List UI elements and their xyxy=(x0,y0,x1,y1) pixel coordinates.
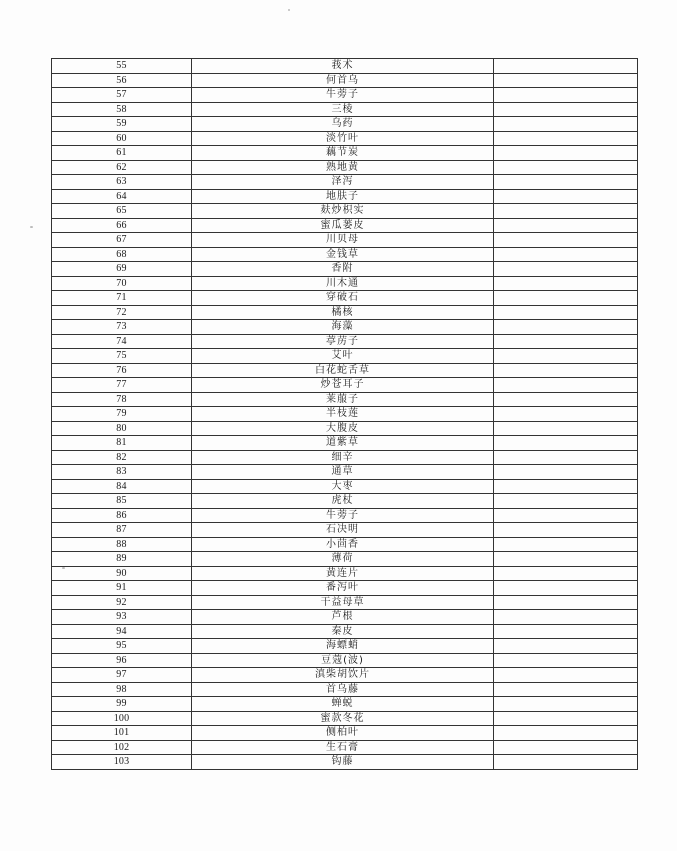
herb-name-cell: 乌药 xyxy=(192,117,494,132)
table-row xyxy=(52,740,638,755)
row-number-cell: 75 xyxy=(52,349,192,364)
table-row xyxy=(52,711,638,726)
remark-cell xyxy=(494,102,638,117)
remark-cell xyxy=(494,204,638,219)
remark-cell xyxy=(494,160,638,175)
table-row xyxy=(52,755,638,770)
row-number-cell: 77 xyxy=(52,378,192,393)
remark-cell xyxy=(494,479,638,494)
remark-cell xyxy=(494,392,638,407)
table-row xyxy=(52,595,638,610)
table-row xyxy=(52,291,638,306)
table-row xyxy=(52,131,638,146)
row-number-cell: 57 xyxy=(52,88,192,103)
remark-cell xyxy=(494,276,638,291)
remark-cell xyxy=(494,610,638,625)
remark-cell xyxy=(494,566,638,581)
herb-list-body xyxy=(52,59,638,770)
herb-name-cell: 薄荷 xyxy=(192,552,494,567)
herb-name-cell: 牛蒡子 xyxy=(192,508,494,523)
herb-name-cell: 藕节炭 xyxy=(192,146,494,161)
table-row xyxy=(52,668,638,683)
row-number-cell: 98 xyxy=(52,682,192,697)
table-row xyxy=(52,88,638,103)
herb-name-cell: 何首乌 xyxy=(192,73,494,88)
row-number-cell: 68 xyxy=(52,247,192,262)
table-row xyxy=(52,610,638,625)
row-number-cell: 99 xyxy=(52,697,192,712)
row-number-cell: 92 xyxy=(52,595,192,610)
remark-cell xyxy=(494,291,638,306)
herb-name-cell: 海螵蛸 xyxy=(192,639,494,654)
herb-name-cell: 艾叶 xyxy=(192,349,494,364)
table-row xyxy=(52,247,638,262)
row-number-cell: 102 xyxy=(52,740,192,755)
table-row xyxy=(52,334,638,349)
scan-speck xyxy=(288,9,290,11)
herb-name-cell: 黄连片 xyxy=(192,566,494,581)
row-number-cell: 89 xyxy=(52,552,192,567)
row-number-cell: 95 xyxy=(52,639,192,654)
remark-cell xyxy=(494,682,638,697)
remark-cell xyxy=(494,465,638,480)
table-row xyxy=(52,378,638,393)
remark-cell xyxy=(494,755,638,770)
row-number-cell: 66 xyxy=(52,218,192,233)
herb-name-cell: 生石膏 xyxy=(192,740,494,755)
herb-name-cell: 蜜瓜蒌皮 xyxy=(192,218,494,233)
herb-name-cell: 金钱草 xyxy=(192,247,494,262)
herb-name-cell: 莪术 xyxy=(192,59,494,74)
row-number-cell: 79 xyxy=(52,407,192,422)
remark-cell xyxy=(494,189,638,204)
table-row xyxy=(52,624,638,639)
remark-cell xyxy=(494,711,638,726)
row-number-cell: 73 xyxy=(52,320,192,335)
table-row xyxy=(52,363,638,378)
herb-name-cell: 川贝母 xyxy=(192,233,494,248)
remark-cell xyxy=(494,508,638,523)
row-number-cell: 101 xyxy=(52,726,192,741)
herb-name-cell: 侧柏叶 xyxy=(192,726,494,741)
remark-cell xyxy=(494,436,638,451)
remark-cell xyxy=(494,740,638,755)
herb-name-cell: 干益母草 xyxy=(192,595,494,610)
row-number-cell: 87 xyxy=(52,523,192,538)
remark-cell xyxy=(494,407,638,422)
row-number-cell: 103 xyxy=(52,755,192,770)
remark-cell xyxy=(494,334,638,349)
table-row xyxy=(52,349,638,364)
herb-name-cell: 小茴香 xyxy=(192,537,494,552)
herb-name-cell: 蝉蜕 xyxy=(192,697,494,712)
herb-name-cell: 葶苈子 xyxy=(192,334,494,349)
row-number-cell: 91 xyxy=(52,581,192,596)
remark-cell xyxy=(494,726,638,741)
remark-cell xyxy=(494,218,638,233)
herb-name-cell: 地肤子 xyxy=(192,189,494,204)
herb-name-cell: 石决明 xyxy=(192,523,494,538)
table-row xyxy=(52,566,638,581)
table-row xyxy=(52,392,638,407)
table-row xyxy=(52,581,638,596)
table-row xyxy=(52,494,638,509)
row-number-cell: 61 xyxy=(52,146,192,161)
remark-cell xyxy=(494,523,638,538)
remark-cell xyxy=(494,117,638,132)
table-row xyxy=(52,102,638,117)
remark-cell xyxy=(494,363,638,378)
table-row xyxy=(52,552,638,567)
table-row xyxy=(52,276,638,291)
table-row xyxy=(52,146,638,161)
table-row xyxy=(52,73,638,88)
remark-cell xyxy=(494,59,638,74)
table-row xyxy=(52,508,638,523)
remark-cell xyxy=(494,175,638,190)
remark-cell xyxy=(494,131,638,146)
herb-name-cell: 牛蒡子 xyxy=(192,88,494,103)
row-number-cell: 81 xyxy=(52,436,192,451)
table-row xyxy=(52,450,638,465)
herb-name-cell: 穿破石 xyxy=(192,291,494,306)
table-row xyxy=(52,262,638,277)
table-row xyxy=(52,436,638,451)
table-row xyxy=(52,726,638,741)
herb-name-cell: 芦根 xyxy=(192,610,494,625)
remark-cell xyxy=(494,595,638,610)
remark-cell xyxy=(494,233,638,248)
herb-name-cell: 泽泻 xyxy=(192,175,494,190)
herb-name-cell: 番泻叶 xyxy=(192,581,494,596)
table-row xyxy=(52,175,638,190)
row-number-cell: 96 xyxy=(52,653,192,668)
remark-cell xyxy=(494,262,638,277)
remark-cell xyxy=(494,494,638,509)
remark-cell xyxy=(494,88,638,103)
herb-name-cell: 炒苍耳子 xyxy=(192,378,494,393)
remark-cell xyxy=(494,349,638,364)
herb-name-cell: 虎杖 xyxy=(192,494,494,509)
herb-name-cell: 道紫草 xyxy=(192,436,494,451)
row-number-cell: 83 xyxy=(52,465,192,480)
remark-cell xyxy=(494,421,638,436)
table-row xyxy=(52,189,638,204)
row-number-cell: 60 xyxy=(52,131,192,146)
herb-name-cell: 半枝莲 xyxy=(192,407,494,422)
table-row xyxy=(52,465,638,480)
scan-speck xyxy=(30,226,33,228)
row-number-cell: 65 xyxy=(52,204,192,219)
remark-cell xyxy=(494,653,638,668)
remark-cell xyxy=(494,552,638,567)
table-row xyxy=(52,697,638,712)
table-row xyxy=(52,682,638,697)
table-row xyxy=(52,537,638,552)
herb-name-cell: 秦皮 xyxy=(192,624,494,639)
remark-cell xyxy=(494,305,638,320)
herb-name-cell: 钩藤 xyxy=(192,755,494,770)
herb-name-cell: 川木通 xyxy=(192,276,494,291)
row-number-cell: 56 xyxy=(52,73,192,88)
row-number-cell: 74 xyxy=(52,334,192,349)
remark-cell xyxy=(494,378,638,393)
table-row xyxy=(52,305,638,320)
row-number-cell: 86 xyxy=(52,508,192,523)
remark-cell xyxy=(494,320,638,335)
table-row xyxy=(52,421,638,436)
table-row xyxy=(52,407,638,422)
table-row xyxy=(52,639,638,654)
herb-list-table xyxy=(51,58,638,770)
row-number-cell: 72 xyxy=(52,305,192,320)
remark-cell xyxy=(494,146,638,161)
table-row xyxy=(52,479,638,494)
table-row xyxy=(52,218,638,233)
row-number-cell: 100 xyxy=(52,711,192,726)
row-number-cell: 85 xyxy=(52,494,192,509)
row-number-cell: 55 xyxy=(52,59,192,74)
herb-name-cell: 大枣 xyxy=(192,479,494,494)
remark-cell xyxy=(494,624,638,639)
row-number-cell: 88 xyxy=(52,537,192,552)
herb-name-cell: 海藻 xyxy=(192,320,494,335)
row-number-cell: 76 xyxy=(52,363,192,378)
herb-name-cell: 大腹皮 xyxy=(192,421,494,436)
remark-cell xyxy=(494,73,638,88)
herb-name-cell: 首乌藤 xyxy=(192,682,494,697)
table-row xyxy=(52,233,638,248)
table-row xyxy=(52,320,638,335)
herb-name-cell: 麸炒枳实 xyxy=(192,204,494,219)
row-number-cell: 78 xyxy=(52,392,192,407)
row-number-cell: 69 xyxy=(52,262,192,277)
herb-name-cell: 细辛 xyxy=(192,450,494,465)
remark-cell xyxy=(494,537,638,552)
row-number-cell: 71 xyxy=(52,291,192,306)
table-row xyxy=(52,653,638,668)
row-number-cell: 90 xyxy=(52,566,192,581)
herb-name-cell: 橘核 xyxy=(192,305,494,320)
row-number-cell: 82 xyxy=(52,450,192,465)
row-number-cell: 97 xyxy=(52,668,192,683)
herb-name-cell: 白花蛇舌草 xyxy=(192,363,494,378)
row-number-cell: 84 xyxy=(52,479,192,494)
row-number-cell: 67 xyxy=(52,233,192,248)
row-number-cell: 94 xyxy=(52,624,192,639)
herb-name-cell: 熟地黄 xyxy=(192,160,494,175)
herb-name-cell: 莱菔子 xyxy=(192,392,494,407)
remark-cell xyxy=(494,697,638,712)
table-row xyxy=(52,59,638,74)
remark-cell xyxy=(494,639,638,654)
remark-cell xyxy=(494,668,638,683)
table-row xyxy=(52,117,638,132)
table-row xyxy=(52,523,638,538)
remark-cell xyxy=(494,450,638,465)
table-row xyxy=(52,160,638,175)
row-number-cell: 80 xyxy=(52,421,192,436)
herb-name-cell: 豆蔻(波) xyxy=(192,653,494,668)
row-number-cell: 59 xyxy=(52,117,192,132)
herb-name-cell: 香附 xyxy=(192,262,494,277)
herb-name-cell: 三棱 xyxy=(192,102,494,117)
table-row xyxy=(52,204,638,219)
herb-name-cell: 淡竹叶 xyxy=(192,131,494,146)
row-number-cell: 70 xyxy=(52,276,192,291)
herb-name-cell: 通草 xyxy=(192,465,494,480)
row-number-cell: 64 xyxy=(52,189,192,204)
row-number-cell: 63 xyxy=(52,175,192,190)
row-number-cell: 58 xyxy=(52,102,192,117)
remark-cell xyxy=(494,581,638,596)
remark-cell xyxy=(494,247,638,262)
row-number-cell: 62 xyxy=(52,160,192,175)
herb-name-cell: 滇柴胡饮片 xyxy=(192,668,494,683)
row-number-cell: 93 xyxy=(52,610,192,625)
herb-name-cell: 蜜款冬花 xyxy=(192,711,494,726)
